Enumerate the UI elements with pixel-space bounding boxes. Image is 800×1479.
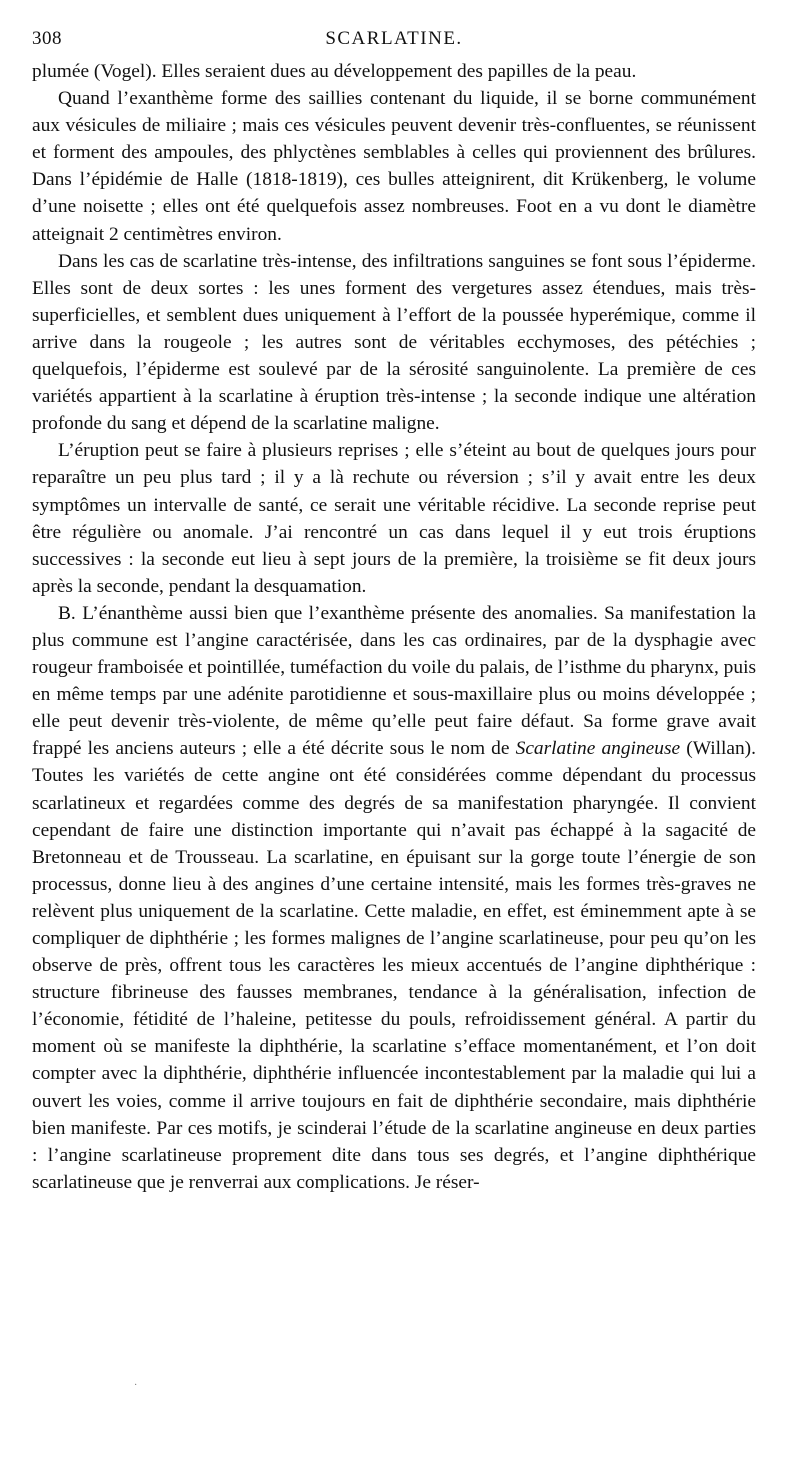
- page-number: 308: [32, 28, 62, 49]
- paragraph-enanthem-angina: [32, 600, 756, 1196]
- paragraph-exanthem-vesicles: Quand l’exanthème forme des saillies contenant du liquide, il se borne communément aux vésicules de miliaire ; mais ces vésicules peuvent devenir très-confluentes, se réunissent et forment des ampoules, des phlyctènes semblables à celles qui proviennent des brûlures. Dans l’épidémie de Halle (1818-1819), ces bulles atteignirent, dit Krükenberg, le volume d’une noisette ; elles ont été quelquefois assez nombreuses. Foot en a vu dont le diamètre atteignait 2 centimètres environ.: [32, 88, 756, 245]
- paragraph-blood-infiltrations: Dans les cas de scarlatine très-intense, des infiltrations sanguines se font sous l’épiderme. Elles sont de deux sortes : les unes forment des vergetures assez étendues, mais très-superficielles, et semblent dues uniquement à l’effort de la poussée hyperémique, comme il arrive dans la rougeole ; les autres sont de véritables ecchymoses, des pétéchies ; quelquefois, l’épiderme est soulevé par de la sérosité sanguinolente. La première de ces variétés appartient à la scarlatine à éruption très-intense ; la seconde indique une altération profonde du sang et dépend de la scarlatine maligne.: [32, 250, 756, 435]
- body-text: [32, 58, 756, 1196]
- italic-term-scarlatine-angineuse: Scarlatine angineuse: [515, 738, 681, 760]
- paragraph-enanthem-text-start: B. L’énanthème aussi bien que l’exanthème présente des anomalies. Sa manifestation la plus commune est l’angine caractérisée, dans les cas ordinaires, par de la dysphagie avec rougeur framboisée et pointillée, tuméfaction du voile du palais, de l’isthme du pharynx, puis en même temps par une adénite parotidienne et sous-maxillaire plus ou moins développée ; elle peut devenir très-violente, de même qu’elle peut faire défaut. Sa forme grave avait frappé les anciens auteurs ; elle a été décrite sous le nom de: [32, 602, 756, 760]
- paragraph-continued: plumée (Vogel). Elles seraient dues au développement des papilles de la peau.: [32, 61, 637, 82]
- paragraph-enanthem-text-end: (Willan). Toutes les variétés de cette angine ont été considérées comme dépendant du processus scarlatineux et regardées comme des degrés de sa manifestation pharyngée. Il convient cependant de faire une distinction importante qui n’avait pas échappé à la sagacité de Bretonneau et de Trousseau. La scarlatine, en épuisant sur la gorge toute l’énergie de son processus, donne lieu à des angines d’une certaine intensité, mais les formes très-graves ne relèvent plus uniquement de la scarlatine. Cette maladie, en effet, est éminemment apte à se compliquer de diphthérie ; les formes malignes de l’angine scarlatineuse, pour peu qu’on les observe de près, offrent tous les caractères les mieux accentués de l’angine diphthérique : structure fibrineuse des fausses membranes, tendance à la généralisation, infection de l’économie, fétidité de l’haleine, petitesse du pouls, refroidissement général. A partir du moment où se manifeste la diphthérie, la scarlatine s’efface momentanément, et l’on doit compter avec la diphthérie, diphthérie influencée incontestablement par la maladie qui lui a ouvert les voies, comme il arrive toujours en fait de diphthérie secondaire, mais diphthérie bien manifeste. Par ces motifs, je scinderai l’étude de la scarlatine angineuse en deux parties : l’angine scarlatineuse proprement dite dans tous ses degrés, et l’angine diphthérique scarlatineuse que je renverrai aux complications. Je réser-: [32, 738, 756, 1193]
- book-page: [32, 28, 756, 1196]
- page-header: [32, 28, 756, 58]
- paragraph-eruption-relapse: L’éruption peut se faire à plusieurs reprises ; elle s’éteint au bout de quelques jours pour reparaître un peu plus tard ; il y a là rechute ou réversion ; s’il y avait entre les deux symptômes un intervalle de santé, ce serait une véritable récidive. La seconde reprise peut être régulière ou anomale. J’ai rencontré un cas dans lequel il y eut trois éruptions successives : la seconde eut lieu à sept jours de la première, la troisième se fit deux jours après la seconde, pendant la desquamation.: [32, 440, 756, 597]
- running-title: SCARLATINE.: [325, 28, 463, 49]
- ink-speck: ·: [134, 1380, 138, 1391]
